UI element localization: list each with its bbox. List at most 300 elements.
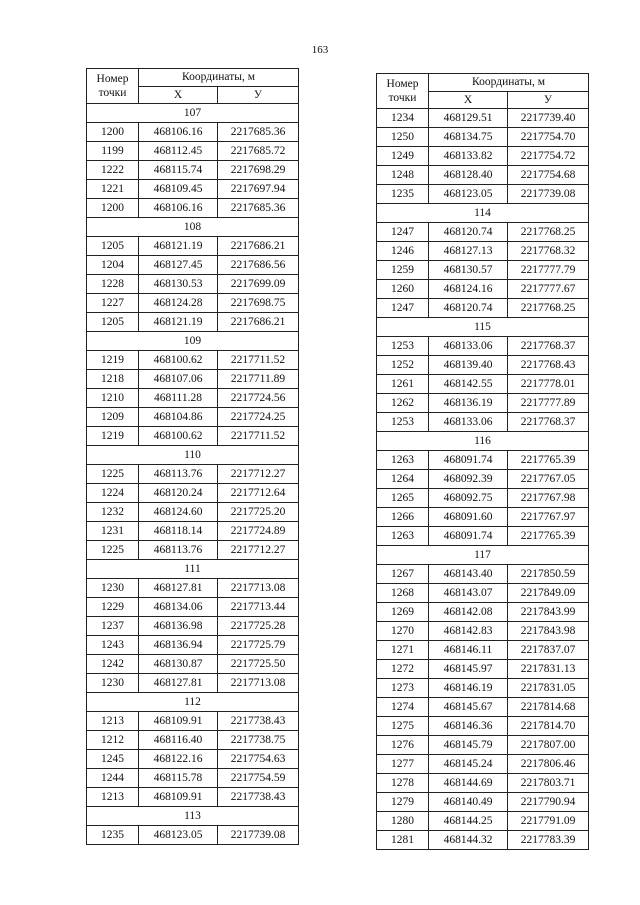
- y-coordinate-cell: 2217831.05: [508, 679, 589, 698]
- x-coordinate-cell: 468120.24: [139, 484, 218, 503]
- table-row: [377, 660, 589, 679]
- point-number-cell: 1221: [87, 180, 139, 199]
- y-coordinate-cell: 2217738.43: [218, 788, 299, 807]
- table-row: [87, 351, 299, 370]
- y-coordinate-cell: 2217754.70: [508, 128, 589, 147]
- point-number-cell: 1237: [87, 617, 139, 636]
- table-row: [377, 679, 589, 698]
- y-coordinate-cell: 2217768.37: [508, 337, 589, 356]
- x-coordinate-cell: 468133.06: [429, 413, 508, 432]
- y-coordinate-cell: 2217831.13: [508, 660, 589, 679]
- point-number-cell: 1277: [377, 755, 429, 774]
- y-coordinate-cell: 2217754.59: [218, 769, 299, 788]
- y-coordinate-cell: 2217783.39: [508, 831, 589, 850]
- table-row: [377, 736, 589, 755]
- table-header: [87, 69, 299, 104]
- x-coordinate-cell: 468113.76: [139, 541, 218, 560]
- table-row: [377, 394, 589, 413]
- x-coordinate-cell: 468118.14: [139, 522, 218, 541]
- y-coordinate-cell: 2217686.21: [218, 237, 299, 256]
- point-number-cell: 1278: [377, 774, 429, 793]
- x-coordinate-cell: 468145.67: [429, 698, 508, 717]
- point-number-cell: 1271: [377, 641, 429, 660]
- table-row: [87, 769, 299, 788]
- object-group-row: [377, 432, 589, 451]
- object-group-row: [377, 204, 589, 223]
- x-coordinate-cell: 468145.79: [429, 736, 508, 755]
- y-coordinate-cell: 2217725.79: [218, 636, 299, 655]
- table-row: [377, 470, 589, 489]
- table-row: [87, 161, 299, 180]
- y-coordinate-cell: 2217738.43: [218, 712, 299, 731]
- y-coordinate-cell: 2217768.37: [508, 413, 589, 432]
- table-row: [377, 622, 589, 641]
- y-coordinate-cell: 2217778.01: [508, 375, 589, 394]
- table-row: [377, 299, 589, 318]
- point-number-cell: 1244: [87, 769, 139, 788]
- point-number-cell: 1225: [87, 541, 139, 560]
- table-row: [87, 237, 299, 256]
- point-number-cell: 1279: [377, 793, 429, 812]
- coordinates-header: Координаты, м: [429, 74, 589, 92]
- table-row: [377, 375, 589, 394]
- point-number-cell: 1247: [377, 299, 429, 318]
- point-number-cell: 1225: [87, 465, 139, 484]
- coordinates-table-left: [86, 68, 299, 845]
- point-number-cell: 1209: [87, 408, 139, 427]
- y-coordinate-cell: 2217754.68: [508, 166, 589, 185]
- object-number: 115: [377, 318, 589, 337]
- point-number-cell: 1227: [87, 294, 139, 313]
- x-coordinate-cell: 468122.16: [139, 750, 218, 769]
- object-number: 117: [377, 546, 589, 565]
- point-number-cell: 1281: [377, 831, 429, 850]
- x-coordinate-cell: 468124.28: [139, 294, 218, 313]
- y-column-header: У: [218, 87, 299, 104]
- table-row: [87, 674, 299, 693]
- table-row: [87, 522, 299, 541]
- y-coordinate-cell: 2217768.25: [508, 299, 589, 318]
- point-number-cell: 1247: [377, 223, 429, 242]
- x-coordinate-cell: 468146.36: [429, 717, 508, 736]
- point-number-cell: 1228: [87, 275, 139, 294]
- point-number-cell: 1252: [377, 356, 429, 375]
- point-number-cell: 1270: [377, 622, 429, 641]
- table-row: [87, 275, 299, 294]
- point-number-cell: 1212: [87, 731, 139, 750]
- table-row: [87, 465, 299, 484]
- y-coordinate-cell: 2217765.39: [508, 451, 589, 470]
- x-coordinate-cell: 468100.62: [139, 351, 218, 370]
- point-number-cell: 1269: [377, 603, 429, 622]
- table-row: [87, 484, 299, 503]
- x-coordinate-cell: 468121.19: [139, 313, 218, 332]
- object-number: 109: [87, 332, 299, 351]
- y-coordinate-cell: 2217767.98: [508, 489, 589, 508]
- point-number-cell: 1263: [377, 527, 429, 546]
- y-coordinate-cell: 2217850.59: [508, 565, 589, 584]
- x-coordinate-cell: 468140.49: [429, 793, 508, 812]
- x-coordinate-cell: 468092.75: [429, 489, 508, 508]
- y-coordinate-cell: 2217685.72: [218, 142, 299, 161]
- table-row: [377, 527, 589, 546]
- x-coordinate-cell: 468133.82: [429, 147, 508, 166]
- y-coordinate-cell: 2217685.36: [218, 199, 299, 218]
- table-row: [377, 755, 589, 774]
- table-row: [87, 788, 299, 807]
- point-number-cell: 1200: [87, 199, 139, 218]
- table-row: [377, 356, 589, 375]
- object-number: 113: [87, 807, 299, 826]
- y-coordinate-cell: 2217711.52: [218, 427, 299, 446]
- x-coordinate-cell: 468130.53: [139, 275, 218, 294]
- x-coordinate-cell: 468130.57: [429, 261, 508, 280]
- table-row: [87, 427, 299, 446]
- table-row: [377, 109, 589, 128]
- coordinates-table-right: [376, 73, 589, 850]
- y-coordinate-cell: 2217768.32: [508, 242, 589, 261]
- x-coordinate-cell: 468130.87: [139, 655, 218, 674]
- point-number-cell: 1262: [377, 394, 429, 413]
- table-row: [377, 413, 589, 432]
- y-column-header: У: [508, 92, 589, 109]
- y-coordinate-cell: 2217724.56: [218, 389, 299, 408]
- table-row: [377, 584, 589, 603]
- y-coordinate-cell: 2217725.20: [218, 503, 299, 522]
- table-row: [87, 731, 299, 750]
- x-coordinate-cell: 468139.40: [429, 356, 508, 375]
- point-number-cell: 1280: [377, 812, 429, 831]
- x-coordinate-cell: 468129.51: [429, 109, 508, 128]
- y-coordinate-cell: 2217711.52: [218, 351, 299, 370]
- point-number-cell: 1253: [377, 413, 429, 432]
- x-coordinate-cell: 468128.40: [429, 166, 508, 185]
- point-number-cell: 1224: [87, 484, 139, 503]
- table-row: [87, 750, 299, 769]
- point-number-cell: 1266: [377, 508, 429, 527]
- table-row: [87, 503, 299, 522]
- point-number-header: Номер точки: [87, 69, 139, 104]
- x-coordinate-cell: 468115.78: [139, 769, 218, 788]
- y-coordinate-cell: 2217739.08: [508, 185, 589, 204]
- point-number-cell: 1243: [87, 636, 139, 655]
- y-coordinate-cell: 2217768.43: [508, 356, 589, 375]
- x-coordinate-cell: 468100.62: [139, 427, 218, 446]
- y-coordinate-cell: 2217849.09: [508, 584, 589, 603]
- x-coordinate-cell: 468142.83: [429, 622, 508, 641]
- table-row: [377, 261, 589, 280]
- y-coordinate-cell: 2217712.27: [218, 465, 299, 484]
- point-number-cell: 1205: [87, 237, 139, 256]
- table-row: [377, 242, 589, 261]
- point-number-cell: 1235: [87, 826, 139, 845]
- table-row: [377, 717, 589, 736]
- x-coordinate-cell: 468145.24: [429, 755, 508, 774]
- table-row: [377, 185, 589, 204]
- table-row: [87, 370, 299, 389]
- y-coordinate-cell: 2217725.50: [218, 655, 299, 674]
- x-coordinate-cell: 468142.08: [429, 603, 508, 622]
- y-coordinate-cell: 2217843.99: [508, 603, 589, 622]
- point-number-cell: 1250: [377, 128, 429, 147]
- point-number-cell: 1245: [87, 750, 139, 769]
- table-header: [377, 74, 589, 109]
- y-coordinate-cell: 2217814.70: [508, 717, 589, 736]
- x-coordinate-cell: 468127.81: [139, 579, 218, 598]
- x-coordinate-cell: 468136.98: [139, 617, 218, 636]
- point-number-cell: 1253: [377, 337, 429, 356]
- table-row: [87, 313, 299, 332]
- object-group-row: [87, 446, 299, 465]
- point-number-cell: 1199: [87, 142, 139, 161]
- x-coordinate-cell: 468127.81: [139, 674, 218, 693]
- point-number-cell: 1260: [377, 280, 429, 299]
- table-row: [377, 451, 589, 470]
- x-coordinate-cell: 468092.39: [429, 470, 508, 489]
- x-coordinate-cell: 468143.07: [429, 584, 508, 603]
- object-group-row: [87, 693, 299, 712]
- table-row: [377, 812, 589, 831]
- table-row: [87, 579, 299, 598]
- point-number-cell: 1273: [377, 679, 429, 698]
- table-row: [377, 166, 589, 185]
- point-number-cell: 1259: [377, 261, 429, 280]
- x-coordinate-cell: 468134.75: [429, 128, 508, 147]
- y-coordinate-cell: 2217713.44: [218, 598, 299, 617]
- point-number-cell: 1231: [87, 522, 139, 541]
- y-coordinate-cell: 2217697.94: [218, 180, 299, 199]
- table-row: [377, 774, 589, 793]
- point-number-cell: 1230: [87, 674, 139, 693]
- point-number-cell: 1264: [377, 470, 429, 489]
- y-coordinate-cell: 2217724.89: [218, 522, 299, 541]
- point-number-cell: 1200: [87, 123, 139, 142]
- x-coordinate-cell: 468124.60: [139, 503, 218, 522]
- point-number-cell: 1229: [87, 598, 139, 617]
- y-coordinate-cell: 2217698.75: [218, 294, 299, 313]
- point-number-cell: 1268: [377, 584, 429, 603]
- table-row: [87, 826, 299, 845]
- point-number-header: Номер точки: [377, 74, 429, 109]
- point-number-cell: 1275: [377, 717, 429, 736]
- table-row: [377, 280, 589, 299]
- table-body: [377, 109, 589, 850]
- table-row: [377, 147, 589, 166]
- y-coordinate-cell: 2217712.27: [218, 541, 299, 560]
- y-coordinate-cell: 2217739.08: [218, 826, 299, 845]
- y-coordinate-cell: 2217713.08: [218, 674, 299, 693]
- point-number-cell: 1219: [87, 351, 139, 370]
- point-number-cell: 1219: [87, 427, 139, 446]
- y-coordinate-cell: 2217686.56: [218, 256, 299, 275]
- object-group-row: [87, 560, 299, 579]
- x-coordinate-cell: 468123.05: [139, 826, 218, 845]
- object-number: 114: [377, 204, 589, 223]
- x-coordinate-cell: 468133.06: [429, 337, 508, 356]
- object-group-row: [377, 546, 589, 565]
- x-column-header: X: [429, 92, 508, 109]
- y-coordinate-cell: 2217712.64: [218, 484, 299, 503]
- coordinates-header: Координаты, м: [139, 69, 299, 87]
- x-coordinate-cell: 468109.45: [139, 180, 218, 199]
- y-coordinate-cell: 2217765.39: [508, 527, 589, 546]
- y-coordinate-cell: 2217790.94: [508, 793, 589, 812]
- x-coordinate-cell: 468107.06: [139, 370, 218, 389]
- table-row: [377, 508, 589, 527]
- x-coordinate-cell: 468104.86: [139, 408, 218, 427]
- y-coordinate-cell: 2217814.68: [508, 698, 589, 717]
- x-coordinate-cell: 468106.16: [139, 123, 218, 142]
- x-coordinate-cell: 468144.69: [429, 774, 508, 793]
- point-number-cell: 1205: [87, 313, 139, 332]
- point-number-cell: 1276: [377, 736, 429, 755]
- x-coordinate-cell: 468127.45: [139, 256, 218, 275]
- table-row: [87, 617, 299, 636]
- table-row: [87, 389, 299, 408]
- table-row: [87, 598, 299, 617]
- y-coordinate-cell: 2217698.29: [218, 161, 299, 180]
- table-row: [87, 256, 299, 275]
- y-coordinate-cell: 2217724.25: [218, 408, 299, 427]
- table-row: [87, 142, 299, 161]
- x-coordinate-cell: 468120.74: [429, 299, 508, 318]
- point-number-cell: 1213: [87, 788, 139, 807]
- x-coordinate-cell: 468146.19: [429, 679, 508, 698]
- table-row: [87, 199, 299, 218]
- table-row: [87, 636, 299, 655]
- y-coordinate-cell: 2217767.97: [508, 508, 589, 527]
- table-row: [377, 793, 589, 812]
- point-number-cell: 1235: [377, 185, 429, 204]
- y-coordinate-cell: 2217685.36: [218, 123, 299, 142]
- point-number-cell: 1267: [377, 565, 429, 584]
- table-row: [377, 128, 589, 147]
- point-number-cell: 1265: [377, 489, 429, 508]
- point-number-cell: 1232: [87, 503, 139, 522]
- x-coordinate-cell: 468127.13: [429, 242, 508, 261]
- object-number: 111: [87, 560, 299, 579]
- point-number-cell: 1230: [87, 579, 139, 598]
- x-coordinate-cell: 468109.91: [139, 712, 218, 731]
- y-coordinate-cell: 2217791.09: [508, 812, 589, 831]
- page-number: 163: [311, 44, 329, 56]
- y-coordinate-cell: 2217767.05: [508, 470, 589, 489]
- point-number-cell: 1248: [377, 166, 429, 185]
- table-row: [87, 408, 299, 427]
- y-coordinate-cell: 2217754.63: [218, 750, 299, 769]
- table-row: [377, 337, 589, 356]
- y-coordinate-cell: 2217777.67: [508, 280, 589, 299]
- object-group-row: [87, 218, 299, 237]
- point-number-cell: 1242: [87, 655, 139, 674]
- table-row: [377, 603, 589, 622]
- x-coordinate-cell: 468145.97: [429, 660, 508, 679]
- x-coordinate-cell: 468121.19: [139, 237, 218, 256]
- x-coordinate-cell: 468146.11: [429, 641, 508, 660]
- point-number-cell: 1222: [87, 161, 139, 180]
- point-number-cell: 1210: [87, 389, 139, 408]
- x-coordinate-cell: 468091.60: [429, 508, 508, 527]
- object-group-row: [87, 807, 299, 826]
- x-coordinate-cell: 468143.40: [429, 565, 508, 584]
- table-row: [87, 123, 299, 142]
- x-coordinate-cell: 468123.05: [429, 185, 508, 204]
- table-row: [377, 223, 589, 242]
- table-row: [377, 489, 589, 508]
- y-coordinate-cell: 2217711.89: [218, 370, 299, 389]
- y-coordinate-cell: 2217777.89: [508, 394, 589, 413]
- x-coordinate-cell: 468124.16: [429, 280, 508, 299]
- object-number: 116: [377, 432, 589, 451]
- point-number-cell: 1261: [377, 375, 429, 394]
- object-number: 110: [87, 446, 299, 465]
- point-number-cell: 1272: [377, 660, 429, 679]
- point-number-cell: 1204: [87, 256, 139, 275]
- table-row: [87, 294, 299, 313]
- y-coordinate-cell: 2217739.40: [508, 109, 589, 128]
- table-row: [377, 831, 589, 850]
- y-coordinate-cell: 2217725.28: [218, 617, 299, 636]
- x-coordinate-cell: 468113.76: [139, 465, 218, 484]
- object-group-row: [87, 104, 299, 123]
- x-coordinate-cell: 468136.19: [429, 394, 508, 413]
- x-coordinate-cell: 468136.94: [139, 636, 218, 655]
- table-body: [87, 104, 299, 845]
- point-number-cell: 1249: [377, 147, 429, 166]
- x-coordinate-cell: 468111.28: [139, 389, 218, 408]
- x-coordinate-cell: 468112.45: [139, 142, 218, 161]
- point-number-cell: 1263: [377, 451, 429, 470]
- x-coordinate-cell: 468116.40: [139, 731, 218, 750]
- object-number: 108: [87, 218, 299, 237]
- object-group-row: [87, 332, 299, 351]
- point-number-cell: 1274: [377, 698, 429, 717]
- x-coordinate-cell: 468144.32: [429, 831, 508, 850]
- x-coordinate-cell: 468134.06: [139, 598, 218, 617]
- point-number-cell: 1246: [377, 242, 429, 261]
- table-row: [87, 541, 299, 560]
- table-row: [377, 698, 589, 717]
- table-row: [87, 712, 299, 731]
- y-coordinate-cell: 2217803.71: [508, 774, 589, 793]
- x-coordinate-cell: 468144.25: [429, 812, 508, 831]
- y-coordinate-cell: 2217777.79: [508, 261, 589, 280]
- x-coordinate-cell: 468142.55: [429, 375, 508, 394]
- x-coordinate-cell: 468091.74: [429, 527, 508, 546]
- point-number-cell: 1234: [377, 109, 429, 128]
- y-coordinate-cell: 2217837.07: [508, 641, 589, 660]
- x-coordinate-cell: 468091.74: [429, 451, 508, 470]
- y-coordinate-cell: 2217686.21: [218, 313, 299, 332]
- table-row: [87, 180, 299, 199]
- x-coordinate-cell: 468120.74: [429, 223, 508, 242]
- y-coordinate-cell: 2217754.72: [508, 147, 589, 166]
- point-number-cell: 1213: [87, 712, 139, 731]
- object-number: 112: [87, 693, 299, 712]
- x-coordinate-cell: 468106.16: [139, 199, 218, 218]
- y-coordinate-cell: 2217713.08: [218, 579, 299, 598]
- x-column-header: X: [139, 87, 218, 104]
- x-coordinate-cell: 468109.91: [139, 788, 218, 807]
- y-coordinate-cell: 2217738.75: [218, 731, 299, 750]
- table-row: [377, 565, 589, 584]
- y-coordinate-cell: 2217806.46: [508, 755, 589, 774]
- object-number: 107: [87, 104, 299, 123]
- object-group-row: [377, 318, 589, 337]
- table-row: [377, 641, 589, 660]
- y-coordinate-cell: 2217699.09: [218, 275, 299, 294]
- y-coordinate-cell: 2217768.25: [508, 223, 589, 242]
